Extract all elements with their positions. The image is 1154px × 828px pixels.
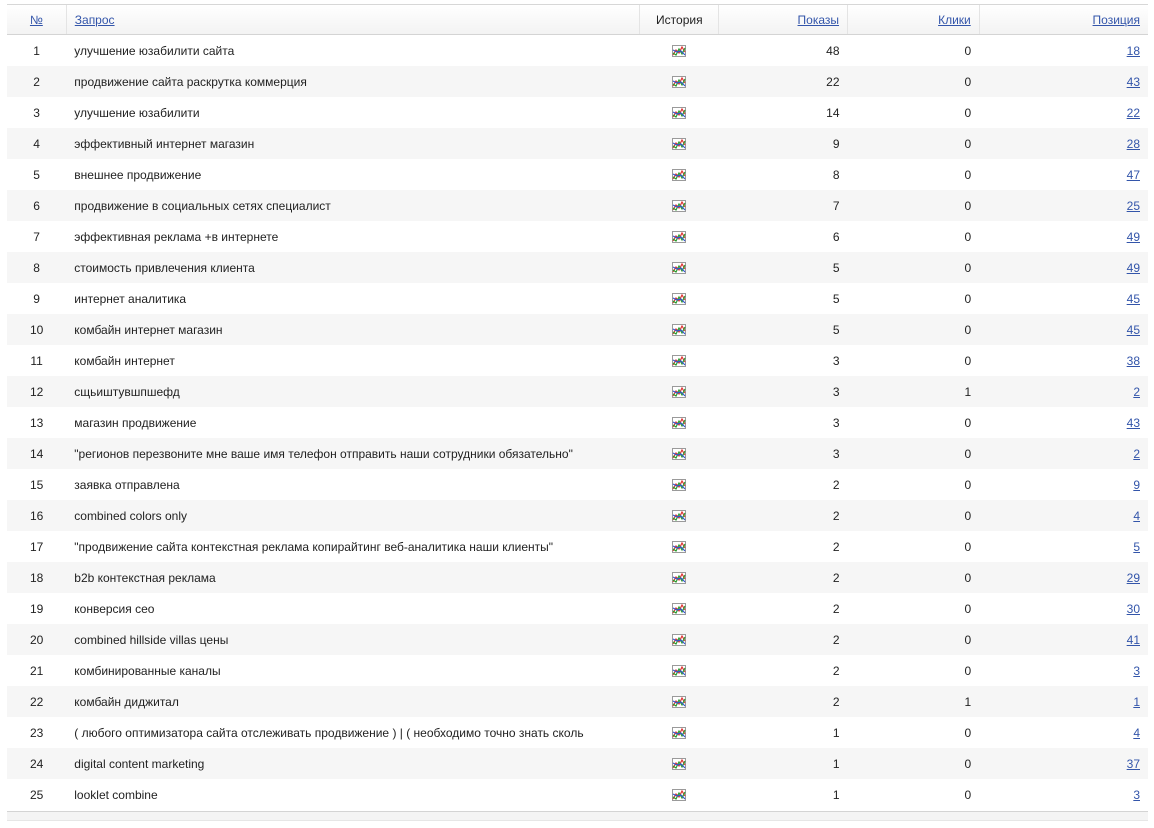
views-value: 3 <box>719 438 848 469</box>
history-cell[interactable] <box>640 655 719 686</box>
table-body <box>7 35 1148 811</box>
query-text: конверсия сео <box>74 601 155 616</box>
views-value: 2 <box>719 562 848 593</box>
clicks-value: 1 <box>848 686 980 717</box>
row-number: 9 <box>33 291 40 306</box>
chart-icon[interactable] <box>671 199 687 213</box>
chart-icon[interactable] <box>671 571 687 585</box>
table-row <box>7 779 1148 810</box>
position-link[interactable]: 4 <box>1133 508 1140 523</box>
query-text: combined hillside villas цены <box>66 624 640 655</box>
history-cell[interactable] <box>640 314 719 345</box>
history-cell[interactable] <box>640 35 719 67</box>
views-value: 1 <box>832 787 840 802</box>
header-history: История <box>640 5 719 35</box>
views-value: 9 <box>719 128 848 159</box>
views-value: 22 <box>719 66 848 97</box>
position-cell[interactable] <box>979 283 1148 314</box>
clicks-value: 0 <box>848 438 980 469</box>
position-link[interactable]: 49 <box>1126 229 1140 244</box>
position-cell[interactable] <box>979 314 1148 345</box>
views-value: 2 <box>719 500 848 531</box>
position-link[interactable]: 45 <box>1126 322 1140 337</box>
position-cell[interactable] <box>979 438 1148 469</box>
views-value: 3 <box>832 353 840 368</box>
position-cell[interactable] <box>979 655 1148 686</box>
table-row <box>7 159 1148 190</box>
clicks-value: 0 <box>964 291 972 306</box>
history-cell[interactable] <box>640 407 719 438</box>
chart-icon[interactable] <box>671 664 687 678</box>
row-number: 7 <box>33 229 40 244</box>
history-cell[interactable] <box>640 190 719 221</box>
views-value: 5 <box>719 252 848 283</box>
position-link[interactable]: 22 <box>1126 105 1140 120</box>
table-row <box>7 686 1148 717</box>
history-cell[interactable] <box>640 221 719 252</box>
views-value: 8 <box>832 167 840 182</box>
row-number: 14 <box>7 438 66 469</box>
clicks-value: 0 <box>964 725 972 740</box>
query-text: комбайн интернет магазин <box>66 314 640 345</box>
position-link[interactable]: 41 <box>1126 632 1140 647</box>
table-row <box>7 469 1148 500</box>
position-cell[interactable] <box>979 779 1148 810</box>
position-link[interactable]: 49 <box>1126 260 1140 275</box>
row-number: 23 <box>29 725 44 740</box>
views-value: 2 <box>832 601 840 616</box>
clicks-value: 1 <box>848 376 980 407</box>
query-text: ( любого оптимизатора сайта отслеживать продвижение ) | ( необходимо точно знать сколь <box>74 725 584 740</box>
views-value: 6 <box>832 229 840 244</box>
position-cell[interactable] <box>979 500 1148 531</box>
history-cell[interactable] <box>640 624 719 655</box>
clicks-value: 0 <box>964 229 972 244</box>
chart-icon[interactable] <box>671 447 687 461</box>
row-number: 25 <box>29 787 44 802</box>
query-text: внешнее продвижение <box>74 167 202 182</box>
position-link[interactable]: 45 <box>1126 291 1140 306</box>
row-number: 21 <box>29 663 44 678</box>
history-cell[interactable] <box>640 531 719 562</box>
position-cell[interactable] <box>979 345 1148 376</box>
sort-position-link[interactable]: Позиция <box>1092 12 1140 27</box>
query-text: b2b контекстная реклама <box>66 562 640 593</box>
query-text: продвижение в социальных сетях специалист <box>66 190 640 221</box>
query-text: магазин продвижение <box>74 415 197 430</box>
table-row <box>7 624 1148 655</box>
query-text: looklet combine <box>74 787 158 802</box>
chart-icon[interactable] <box>671 168 687 182</box>
history-cell[interactable] <box>640 438 719 469</box>
queries-table-container <box>7 4 1148 810</box>
position-link[interactable]: 28 <box>1126 136 1140 151</box>
history-cell[interactable] <box>640 686 719 717</box>
views-value: 2 <box>832 539 840 554</box>
table-row <box>7 66 1148 97</box>
history-cell[interactable] <box>640 128 719 159</box>
history-cell[interactable] <box>640 748 719 779</box>
clicks-value: 0 <box>848 190 980 221</box>
views-value: 3 <box>719 376 848 407</box>
history-cell[interactable] <box>640 252 719 283</box>
position-link[interactable]: 1 <box>1133 694 1140 709</box>
clicks-value: 0 <box>964 167 972 182</box>
row-number: 24 <box>7 748 66 779</box>
views-value: 5 <box>832 291 840 306</box>
sort-clicks-link[interactable]: Клики <box>938 12 971 27</box>
header-num[interactable] <box>7 5 66 35</box>
position-link[interactable]: 43 <box>1126 415 1140 430</box>
table-row <box>7 748 1148 779</box>
history-cell[interactable] <box>640 376 719 407</box>
position-cell[interactable] <box>979 407 1148 438</box>
position-link[interactable]: 18 <box>1126 43 1140 58</box>
row-number: 2 <box>7 66 66 97</box>
position-link[interactable]: 2 <box>1133 446 1140 461</box>
row-number: 16 <box>7 500 66 531</box>
chart-icon[interactable] <box>671 540 687 554</box>
table-row <box>7 407 1148 438</box>
chart-icon[interactable] <box>671 385 687 399</box>
views-value: 48 <box>826 43 840 58</box>
chart-icon[interactable] <box>671 633 687 647</box>
position-cell[interactable] <box>979 624 1148 655</box>
chart-icon[interactable] <box>671 757 687 771</box>
views-value: 7 <box>719 190 848 221</box>
row-number: 22 <box>7 686 66 717</box>
clicks-value: 0 <box>848 500 980 531</box>
header-clicks[interactable] <box>848 5 980 35</box>
position-cell[interactable] <box>979 128 1148 159</box>
chart-icon[interactable] <box>671 292 687 306</box>
history-cell[interactable] <box>640 469 719 500</box>
views-value: 2 <box>719 624 848 655</box>
clicks-value: 0 <box>848 66 980 97</box>
clicks-value: 0 <box>848 748 980 779</box>
views-value: 5 <box>719 314 848 345</box>
chart-icon[interactable] <box>671 230 687 244</box>
table-row <box>7 128 1148 159</box>
table-row <box>7 221 1148 252</box>
position-cell[interactable] <box>979 717 1148 748</box>
clicks-value: 0 <box>848 252 980 283</box>
table-row <box>7 655 1148 686</box>
query-text: эффективный интернет магазин <box>66 128 640 159</box>
views-value: 2 <box>719 686 848 717</box>
chart-icon[interactable] <box>671 695 687 709</box>
table-row <box>7 717 1148 748</box>
clicks-value: 0 <box>964 353 972 368</box>
row-number: 3 <box>33 105 40 120</box>
horizontal-scrollbar[interactable] <box>7 811 1148 821</box>
sort-num-link[interactable]: № <box>29 12 43 27</box>
position-link[interactable]: 5 <box>1133 539 1140 554</box>
history-cell[interactable] <box>640 345 719 376</box>
query-text: стоимость привлечения клиента <box>66 252 640 283</box>
history-cell[interactable] <box>640 779 719 810</box>
clicks-value: 0 <box>964 539 972 554</box>
position-link[interactable]: 29 <box>1126 570 1140 585</box>
clicks-value: 0 <box>964 601 972 616</box>
position-link[interactable]: 4 <box>1133 725 1140 740</box>
history-cell[interactable] <box>640 717 719 748</box>
position-link[interactable]: 47 <box>1126 167 1140 182</box>
history-cell[interactable] <box>640 97 719 128</box>
sort-views-link[interactable]: Показы <box>797 12 840 27</box>
table-row <box>7 500 1148 531</box>
position-cell[interactable] <box>979 686 1148 717</box>
chart-icon[interactable] <box>671 261 687 275</box>
query-text: combined colors only <box>66 500 640 531</box>
chart-icon[interactable] <box>671 602 687 616</box>
history-cell[interactable] <box>640 66 719 97</box>
clicks-value: 0 <box>964 105 972 120</box>
table-row <box>7 345 1148 376</box>
row-number: 17 <box>29 539 44 554</box>
clicks-value: 0 <box>964 415 972 430</box>
table-row <box>7 190 1148 221</box>
row-number: 12 <box>7 376 66 407</box>
history-cell[interactable] <box>640 283 719 314</box>
history-cell[interactable] <box>640 593 719 624</box>
views-value: 2 <box>832 477 840 492</box>
table-row <box>7 376 1148 407</box>
position-link[interactable]: 9 <box>1133 477 1140 492</box>
query-text: digital content marketing <box>66 748 640 779</box>
row-number: 8 <box>7 252 66 283</box>
position-cell[interactable] <box>979 97 1148 128</box>
position-link[interactable]: 3 <box>1133 663 1140 678</box>
chart-icon[interactable] <box>671 323 687 337</box>
chart-icon[interactable] <box>671 106 687 120</box>
position-link[interactable]: 38 <box>1126 353 1140 368</box>
table-row <box>7 593 1148 624</box>
row-number: 5 <box>33 167 40 182</box>
views-value: 3 <box>832 415 840 430</box>
row-number: 20 <box>7 624 66 655</box>
position-cell[interactable] <box>979 531 1148 562</box>
query-text: "продвижение сайта контекстная реклама копирайтинг веб-аналитика наши клиенты" <box>74 539 554 554</box>
query-text: улучшение юзабилити сайта <box>74 43 235 58</box>
position-cell[interactable] <box>979 66 1148 97</box>
clicks-value: 0 <box>964 43 972 58</box>
position-cell[interactable] <box>979 35 1148 67</box>
chart-icon[interactable] <box>671 44 687 58</box>
history-cell[interactable] <box>640 562 719 593</box>
queries-table <box>7 5 1148 810</box>
chart-icon[interactable] <box>671 509 687 523</box>
table-row <box>7 314 1148 345</box>
clicks-value: 0 <box>848 128 980 159</box>
table-header-row <box>7 5 1148 35</box>
query-text: интернет аналитика <box>74 291 187 306</box>
table-row <box>7 252 1148 283</box>
chart-icon[interactable] <box>671 416 687 430</box>
history-cell[interactable] <box>640 159 719 190</box>
table-row <box>7 35 1148 67</box>
position-link[interactable]: 25 <box>1126 198 1140 213</box>
row-number: 15 <box>29 477 44 492</box>
chart-icon[interactable] <box>671 726 687 740</box>
header-position[interactable] <box>979 5 1148 35</box>
row-number: 1 <box>33 43 40 58</box>
views-value: 2 <box>832 663 840 678</box>
position-link[interactable]: 30 <box>1126 601 1140 616</box>
query-text: сщьиштувшпшефд <box>66 376 640 407</box>
position-cell[interactable] <box>979 221 1148 252</box>
query-text: "регионов перезвоните мне ваше имя телефон отправить наши сотрудники обязательно" <box>66 438 640 469</box>
position-link[interactable]: 2 <box>1133 384 1140 399</box>
chart-icon[interactable] <box>671 75 687 89</box>
table-row <box>7 283 1148 314</box>
position-cell[interactable] <box>979 593 1148 624</box>
clicks-value: 0 <box>848 562 980 593</box>
row-number: 18 <box>7 562 66 593</box>
row-number: 19 <box>29 601 44 616</box>
position-cell[interactable] <box>979 252 1148 283</box>
position-cell[interactable] <box>979 748 1148 779</box>
query-text: заявка отправлена <box>74 477 180 492</box>
position-link[interactable]: 43 <box>1126 74 1140 89</box>
header-views[interactable] <box>719 5 848 35</box>
clicks-value: 0 <box>964 787 972 802</box>
position-cell[interactable] <box>979 562 1148 593</box>
header-query[interactable] <box>66 5 640 35</box>
row-number: 13 <box>29 415 44 430</box>
row-number: 10 <box>7 314 66 345</box>
clicks-value: 0 <box>848 314 980 345</box>
query-text: эффективная реклама +в интернете <box>74 229 279 244</box>
chart-icon[interactable] <box>671 788 687 802</box>
position-link[interactable]: 3 <box>1133 787 1140 802</box>
table-row <box>7 438 1148 469</box>
clicks-value: 0 <box>964 477 972 492</box>
row-number: 11 <box>30 353 43 368</box>
position-cell[interactable] <box>979 190 1148 221</box>
clicks-value: 0 <box>964 663 972 678</box>
chart-icon[interactable] <box>671 354 687 368</box>
position-cell[interactable] <box>979 159 1148 190</box>
query-text: продвижение сайта раскрутка коммерция <box>66 66 640 97</box>
query-text: комбинированные каналы <box>74 663 221 678</box>
chart-icon[interactable] <box>671 478 687 492</box>
position-link[interactable]: 37 <box>1126 756 1140 771</box>
position-cell[interactable] <box>979 376 1148 407</box>
position-cell[interactable] <box>979 469 1148 500</box>
history-cell[interactable] <box>640 500 719 531</box>
clicks-value: 0 <box>848 624 980 655</box>
query-text: улучшение юзабилити <box>74 105 200 120</box>
views-value: 14 <box>826 105 840 120</box>
table-row <box>7 562 1148 593</box>
chart-icon[interactable] <box>671 137 687 151</box>
views-value: 1 <box>832 725 840 740</box>
table-row <box>7 97 1148 128</box>
sort-query-link[interactable]: Запрос <box>74 12 115 27</box>
row-number: 4 <box>7 128 66 159</box>
views-value: 1 <box>719 748 848 779</box>
query-text: комбайн диджитал <box>66 686 640 717</box>
query-text: комбайн интернет <box>74 353 175 368</box>
table-row <box>7 531 1148 562</box>
row-number: 6 <box>7 190 66 221</box>
